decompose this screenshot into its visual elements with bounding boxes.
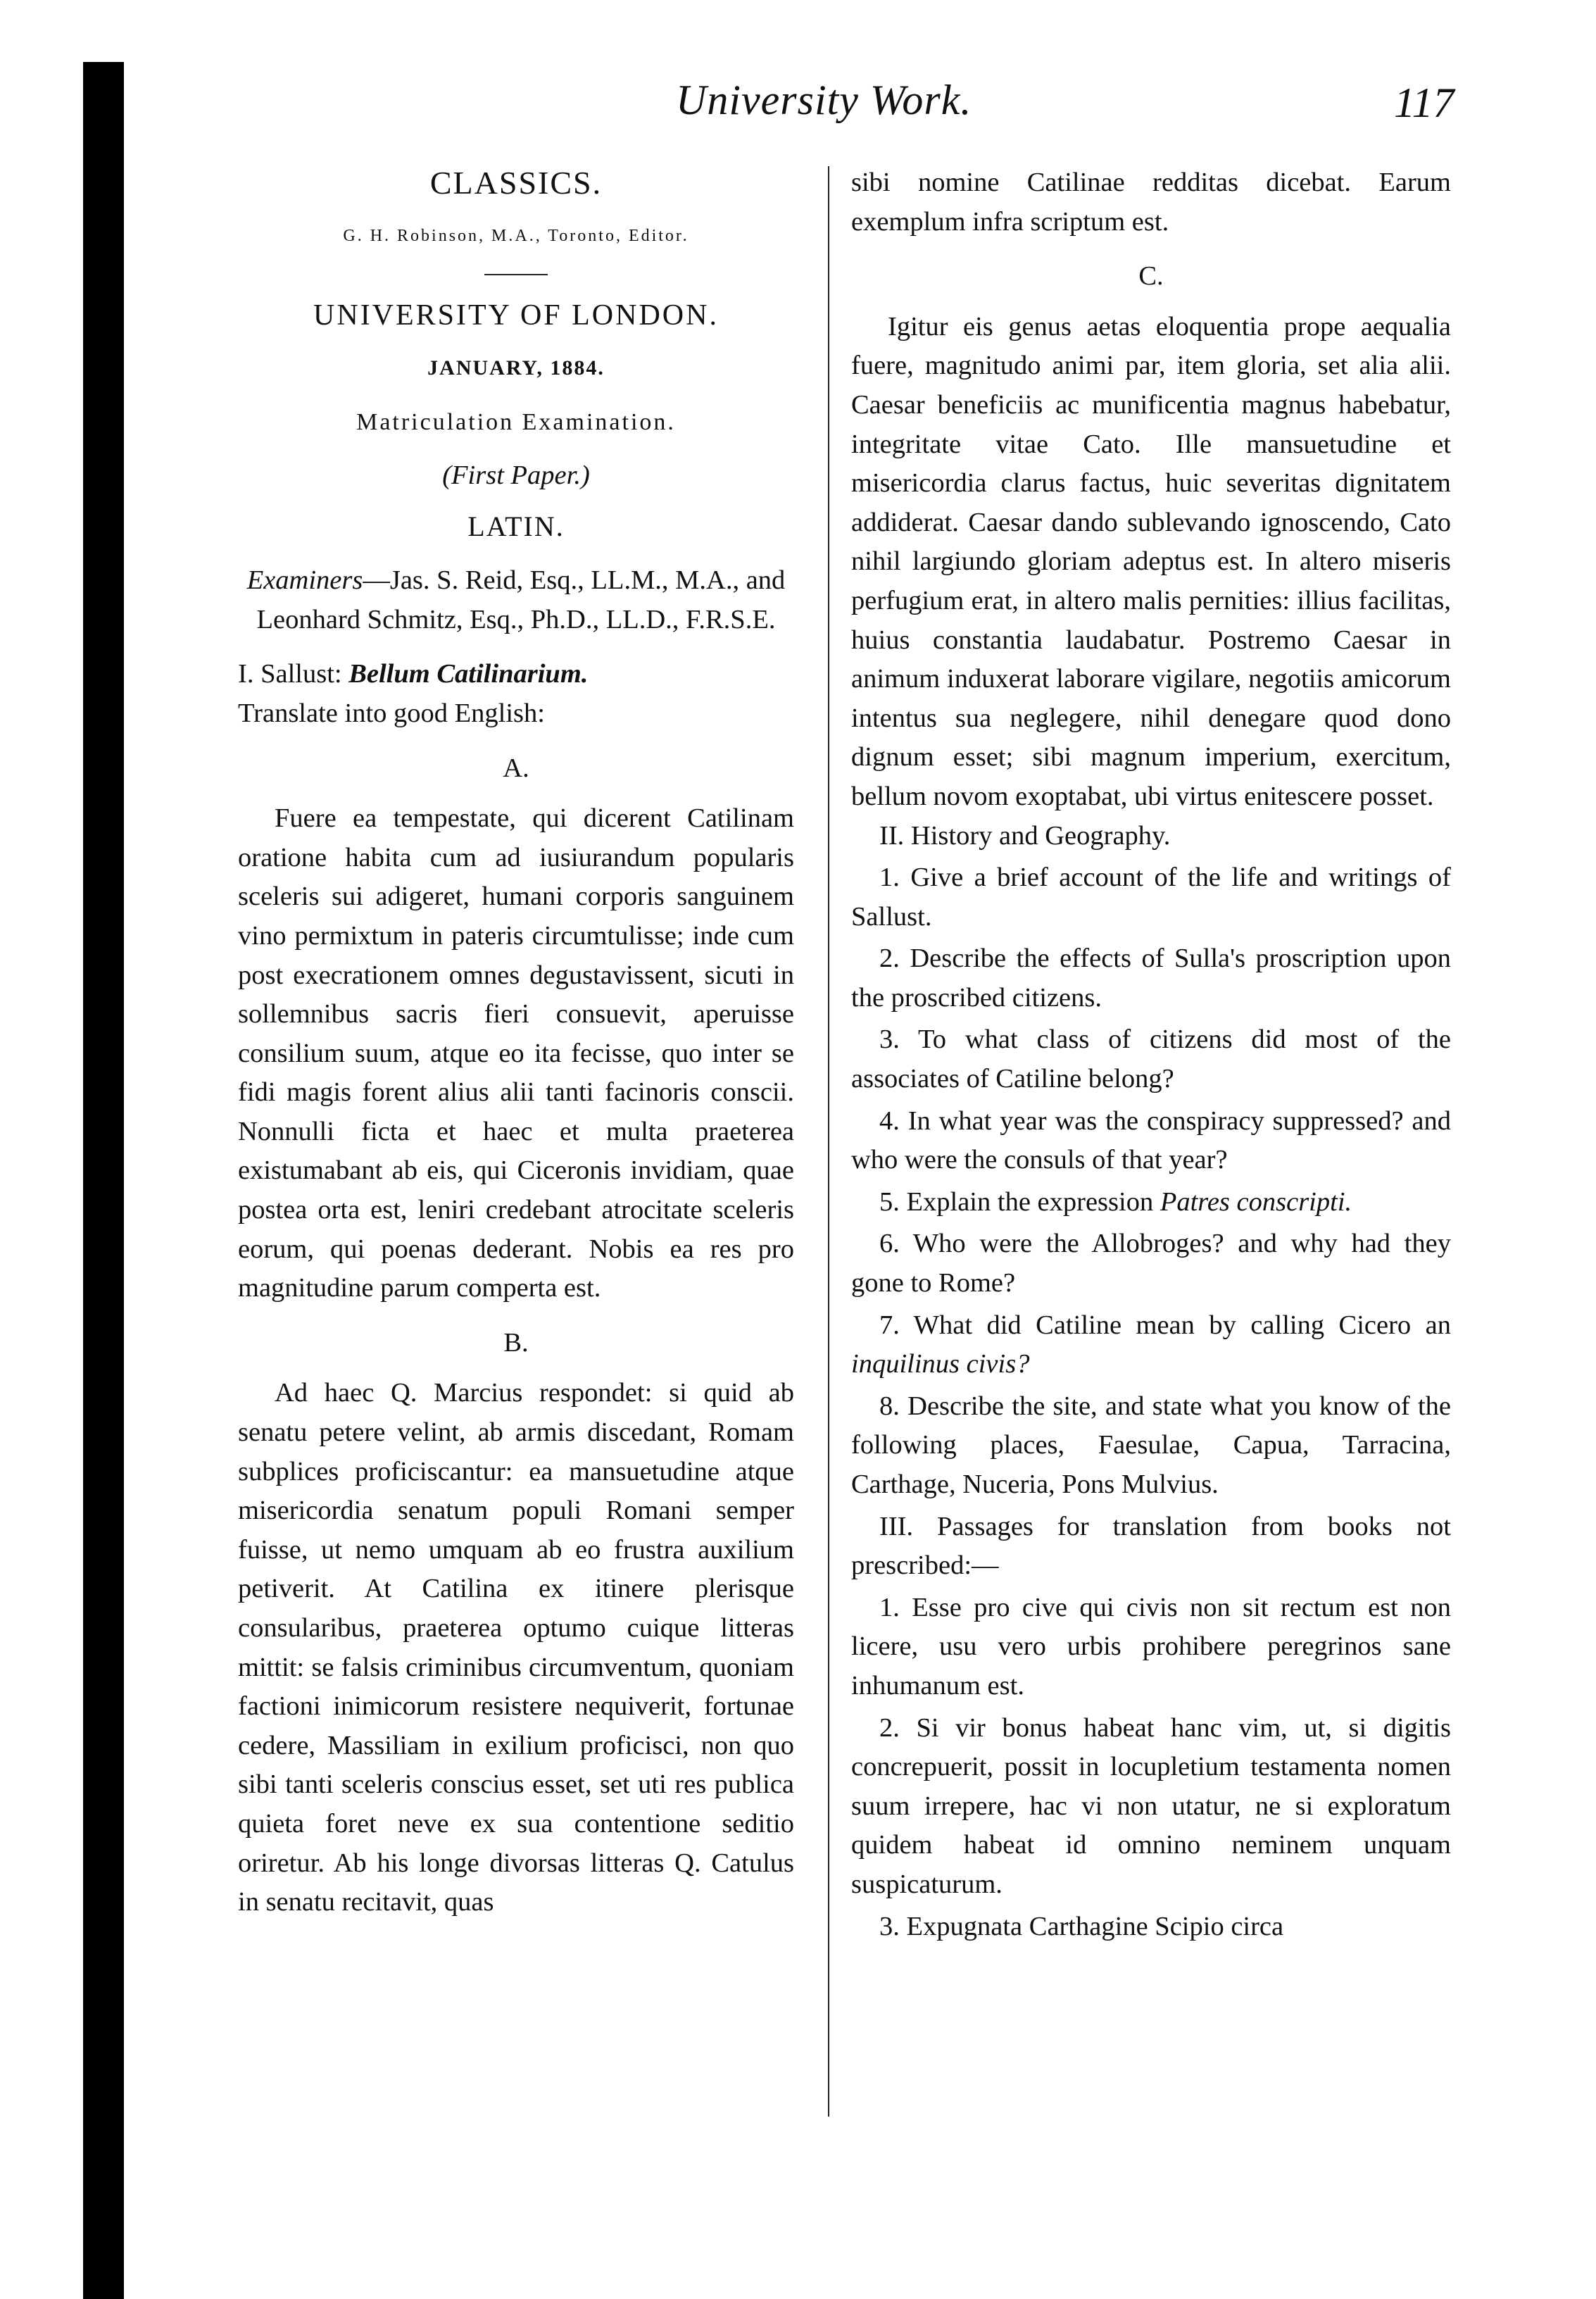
paper-label: (First Paper.) bbox=[442, 460, 590, 490]
passage-b-continued: sibi nomine Catilinae redditas dicebat. Earum exemplum infra scriptum est. bbox=[851, 168, 1451, 237]
examiners-label: Examiners bbox=[246, 565, 363, 596]
question-5 bbox=[851, 1183, 1451, 1222]
editor-line: G. H. Robinson, M.A., Toronto, Editor. bbox=[343, 226, 689, 245]
question-5-term: Patres conscripti. bbox=[1160, 1186, 1352, 1217]
exam-title: Matriculation Examination. bbox=[356, 409, 676, 436]
subject-heading: LATIN. bbox=[467, 510, 565, 542]
passage-b-label: B. bbox=[503, 1327, 529, 1358]
passage-a-text: Fuere ea tempestate, qui dicerent Catilinam oratione habita cum ad iusiurandum popularis sceleris sui adigeret, humani corporis sanguinem vino permixtum in pateris circumtulisse; inde cum post execrationem omnes degustavissent, sicuti in sollemnibus sacris fieri consuevit, aperuisse consilium suum, atque eo ita fecisse, quo inter se fidi magis forent alius alii tanti facinoris conscii. Nonnulli ficta et haec et multa praeterea existumabant ab eis, qui Ciceronis invidiam, quae postea orta est, leniri credebant atrocitate sceleris eorum, qui poenas dederant. Nobis ea res pro magnitudine parum comperta est. bbox=[238, 803, 794, 1303]
section-title: CLASSICS. bbox=[429, 165, 603, 201]
passage-c-label: C. bbox=[1138, 261, 1164, 292]
question-3: 3. To what class of citizens did most of the associates of Catiline belong? bbox=[851, 1025, 1451, 1094]
passage-c-text: Igitur eis genus aetas eloquentia prope aequalia fuere, magnitudo animi par, item gloria, set alia alii. Caesar beneficiis ac munificentia magnus habebatur, integritate vitae Cato. Ille mansuetudine et misericordia clarus factus, huic severitas dignitatem addiderat. Caesar dando sublevando ignoscendo, Cato nihil largiundo gloriam adeptus est. In altero miseris perfugium erat, in altero malis pernities: illius facilitas, huius constantia laudabatur. Postremo Caesar in animum induxerat laborare vigilare, negotiis amicorum intentus sua neglegere, nihil denegare quod dono dignum esset; sibi magnum imperium, exercitum, bellum novom exoptabat, ubi virtus enitescere posset. bbox=[851, 311, 1451, 811]
exam-date: JANUARY, 1884. bbox=[427, 356, 605, 380]
sallust-prefix: I. Sallust: bbox=[238, 659, 342, 689]
question-1: 1. Give a brief account of the life and writings of Sallust. bbox=[851, 863, 1451, 932]
translate-instruction: Translate into good English: bbox=[238, 698, 545, 728]
passage-1: 1. Esse pro cive qui civis non sit rectum est non licere, usu vero urbis prohibere peregrinos sane inhumanum est. bbox=[851, 1592, 1451, 1700]
right-column bbox=[851, 163, 1451, 1949]
sallust-line bbox=[238, 655, 794, 694]
question-7-term: inquilinus civis? bbox=[851, 1349, 1030, 1379]
examiners bbox=[238, 561, 794, 639]
question-6: 6. Who were the Allobroges? and why had they gone to Rome? bbox=[851, 1229, 1451, 1298]
passages-heading: III. Passages for translation from books not prescribed:— bbox=[851, 1511, 1451, 1581]
question-5-text: 5. Explain the expression bbox=[879, 1186, 1154, 1217]
passage-2: 2. Si vir bonus habeat hanc vim, ut, si digitis concrepuerit, possit in locupletium testamenta nomen suum irrepere, hac vi non utatur, ne si exploratum quidem habeat id omnino neminem unquam suspicaturum. bbox=[851, 1712, 1451, 1899]
history-heading: II. History and Geography. bbox=[879, 820, 1171, 851]
column-divider bbox=[828, 166, 829, 2117]
divider-rule bbox=[484, 274, 548, 275]
running-title: University Work. bbox=[676, 77, 972, 123]
university-heading: UNIVERSITY OF LONDON. bbox=[313, 299, 719, 332]
page-number: 117 bbox=[1394, 80, 1454, 126]
question-7 bbox=[851, 1306, 1451, 1384]
passage-b-text: Ad haec Q. Marcius respondet: si quid ab senatu petere velint, ab armis discedant, Romam subplices proficiscantur: ea mansuetudine atque misericordia senatum populi Romani semper fuisse, ut nemo umquam ab eo frustra auxilium petiverit. At Catilina ex itinere plerisque consularibus, praeterea optumo cuique litteras mittit: se falsis criminibus circumventum, quoniam factioni inimicorum resistere nequiverit, fortunae cedere, Massiliam in exilium proficisci, non quo sibi tanti sceleris conscius esset, set uti res publica quieta foret neve ex sua contentione seditio oriretur. Ab his longe divorsas litteras Q. Catulus in senatu recitavit, quas bbox=[238, 1378, 794, 1917]
passage-3: 3. Expugnata Carthagine Scipio circa bbox=[879, 1911, 1284, 1941]
question-4: 4. In what year was the conspiracy suppressed? and who were the consuls of that year? bbox=[851, 1105, 1451, 1175]
question-8: 8. Describe the site, and state what you know of the following places, Faesulae, Capua, Tarracina, Carthage, Nuceria, Pons Mulvius. bbox=[851, 1391, 1451, 1499]
question-7-text: 7. What did Catiline mean by calling Cicero an bbox=[879, 1310, 1451, 1340]
passage-a-label: A. bbox=[503, 753, 529, 783]
sallust-title: Bellum Catilinarium. bbox=[348, 659, 589, 689]
question-2: 2. Describe the effects of Sulla's proscription upon the proscribed citizens. bbox=[851, 944, 1451, 1013]
left-column bbox=[238, 163, 794, 1922]
binding-edge bbox=[83, 62, 124, 2299]
examiners-names: —Jas. S. Reid, Esq., LL.M., M.A., and Leonhard Schmitz, Esq., Ph.D., LL.D., F.R.S.E. bbox=[256, 565, 786, 634]
